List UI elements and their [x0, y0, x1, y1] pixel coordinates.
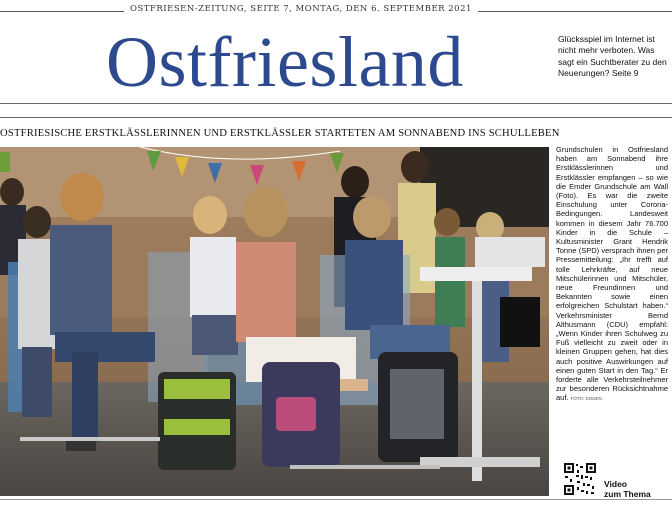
article-headline: OSTFRIESISCHE ERSTKLÄSSLERINNEN UND ERSTKLÄSSLER STARTETEN AM SONNABEND INS SCHULLEBEN [0, 128, 560, 139]
article-text: Grundschulen in Ostfriesland haben am Sonnabend ihre Erstklässlerinnen und Erstklässler empfangen – so wie die Emder Grundschule am Wall (Foto). Es war die zweite Einschulung unter Corona-Bedingungen. Landesweit kommen in diesem Jahr 76.700 Kinder in die Schule – Kultusminister Grant Hendrik Tonne (SPD) versprach ihnen per Pressemitteilung: „Ihr trefft auf tolle Lehrkräfte, auf neue Mitschülerinnen und Mitschüler, neue Freundinnen und Bekannten sowie einen erfolgreichen Schulstart haben.“ Verkehrsminister Bernd Althusmann (CDU) empfahl: „Wenn Kinder ihren Schulweg zu Fuß vielleicht zu zweit oder in kleinen Gruppen gehen, hat dies auch positive Auswirkungen auf einen guten Start in den Tag.“ Er forderte alle Verkehrsteilnehmer zur besonderen Rücksichtnahme auf. [556, 145, 668, 403]
photo-credit: FOTO: DODEN [570, 396, 602, 402]
video-link[interactable] [604, 479, 651, 499]
bottom-rule [0, 499, 672, 500]
video-link-line2: zum Thema [604, 489, 651, 499]
article-body [556, 145, 668, 404]
teaser-page-ref[interactable]: Seite 9 [611, 67, 639, 78]
video-link-line1: Video [604, 479, 627, 489]
teaser-text: Glücksspiel im Internet ist nicht mehr verboten. Was sagt ein Suchtberater zu den Neuerungen? [558, 34, 667, 78]
dateline: OSTFRIESEN-ZEITUNG, SEITE 7, MONTAG, DEN 6. SEPTEMBER 2021 [124, 4, 478, 14]
teaser[interactable] [558, 34, 672, 79]
qr-code[interactable] [563, 462, 597, 496]
headline-top-rule [0, 117, 672, 118]
section-masthead: Ostfriesland [106, 22, 464, 102]
masthead-divider [0, 103, 672, 104]
article-photo [0, 147, 549, 496]
